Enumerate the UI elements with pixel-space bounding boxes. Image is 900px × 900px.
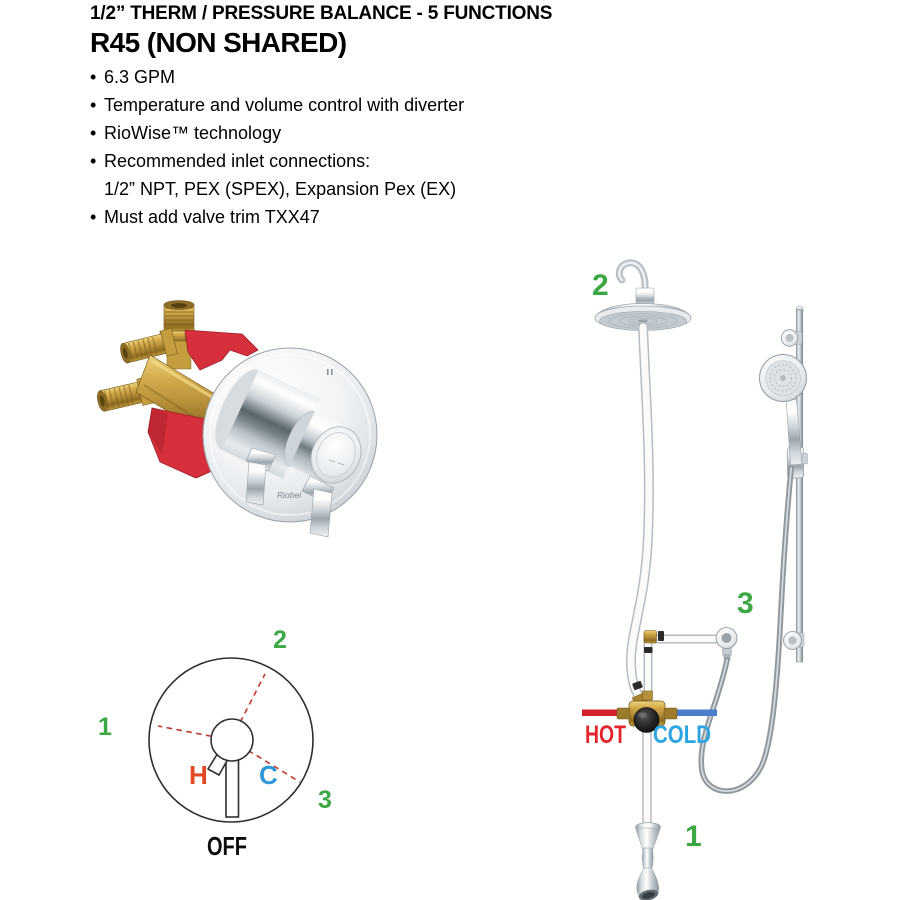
spec-item [90,147,630,175]
spec-text: 1/2” NPT, PEX (SPEX), Expansion Pex (EX) [104,179,457,199]
spec-text: Must add valve trim TXX47 [104,207,320,227]
tub-spout [636,823,661,900]
dial-off-label: OFF [207,831,247,861]
dial-position-3: 3 [318,786,332,814]
hot-supply-line [582,710,622,717]
shower-system-diagram [560,250,900,900]
label-outlet-2: 2 [592,269,609,302]
bullet-glyph: • [90,151,97,171]
spec-item [90,91,630,119]
category-title: 1/2” THERM / PRESSURE BALANCE - 5 FUNCTIONS [90,3,553,24]
bullet-spacer [90,175,104,203]
bullet-glyph: • [90,207,97,227]
brand-text: Riobel [277,490,302,500]
function-dial-diagram [85,612,355,872]
spec-item [90,203,630,231]
label-outlet-1: 1 [685,820,702,853]
spec-text: Temperature and volume control with diverter [104,95,465,115]
cold-label: COLD [653,721,711,749]
spec-list [90,63,630,231]
bullet-glyph: • [90,123,97,143]
bullet-glyph: • [90,95,97,115]
dial-position-1: 1 [98,713,112,741]
volume-lever [246,462,266,505]
product-specs [90,3,630,231]
spec-text: Recommended inlet connections: [104,151,371,171]
dial-cold-label: C [259,760,278,790]
model-title: R45 (NON SHARED) [90,27,347,58]
spec-item-indent [90,175,630,203]
bullet-glyph: • [90,67,97,87]
temperature-lever [310,489,332,537]
plate-mark [327,369,329,375]
label-outlet-3: 3 [737,587,754,620]
rough-in-valve-illustration [88,283,410,555]
cold-supply-line [676,710,717,717]
wall-supply-elbow [716,628,737,661]
spec-text: RioWise™ technology [104,123,282,143]
dial-position-2: 2 [273,626,287,654]
trim-plate [203,348,377,537]
shower-hose [701,468,791,791]
dial-hot-label: H [189,760,208,790]
spec-item [90,63,630,91]
spec-text: 6.3 GPM [104,67,176,87]
hot-label: HOT [585,721,626,749]
spec-item [90,119,630,147]
outlet-pipe-to-hand-shower [644,631,722,699]
